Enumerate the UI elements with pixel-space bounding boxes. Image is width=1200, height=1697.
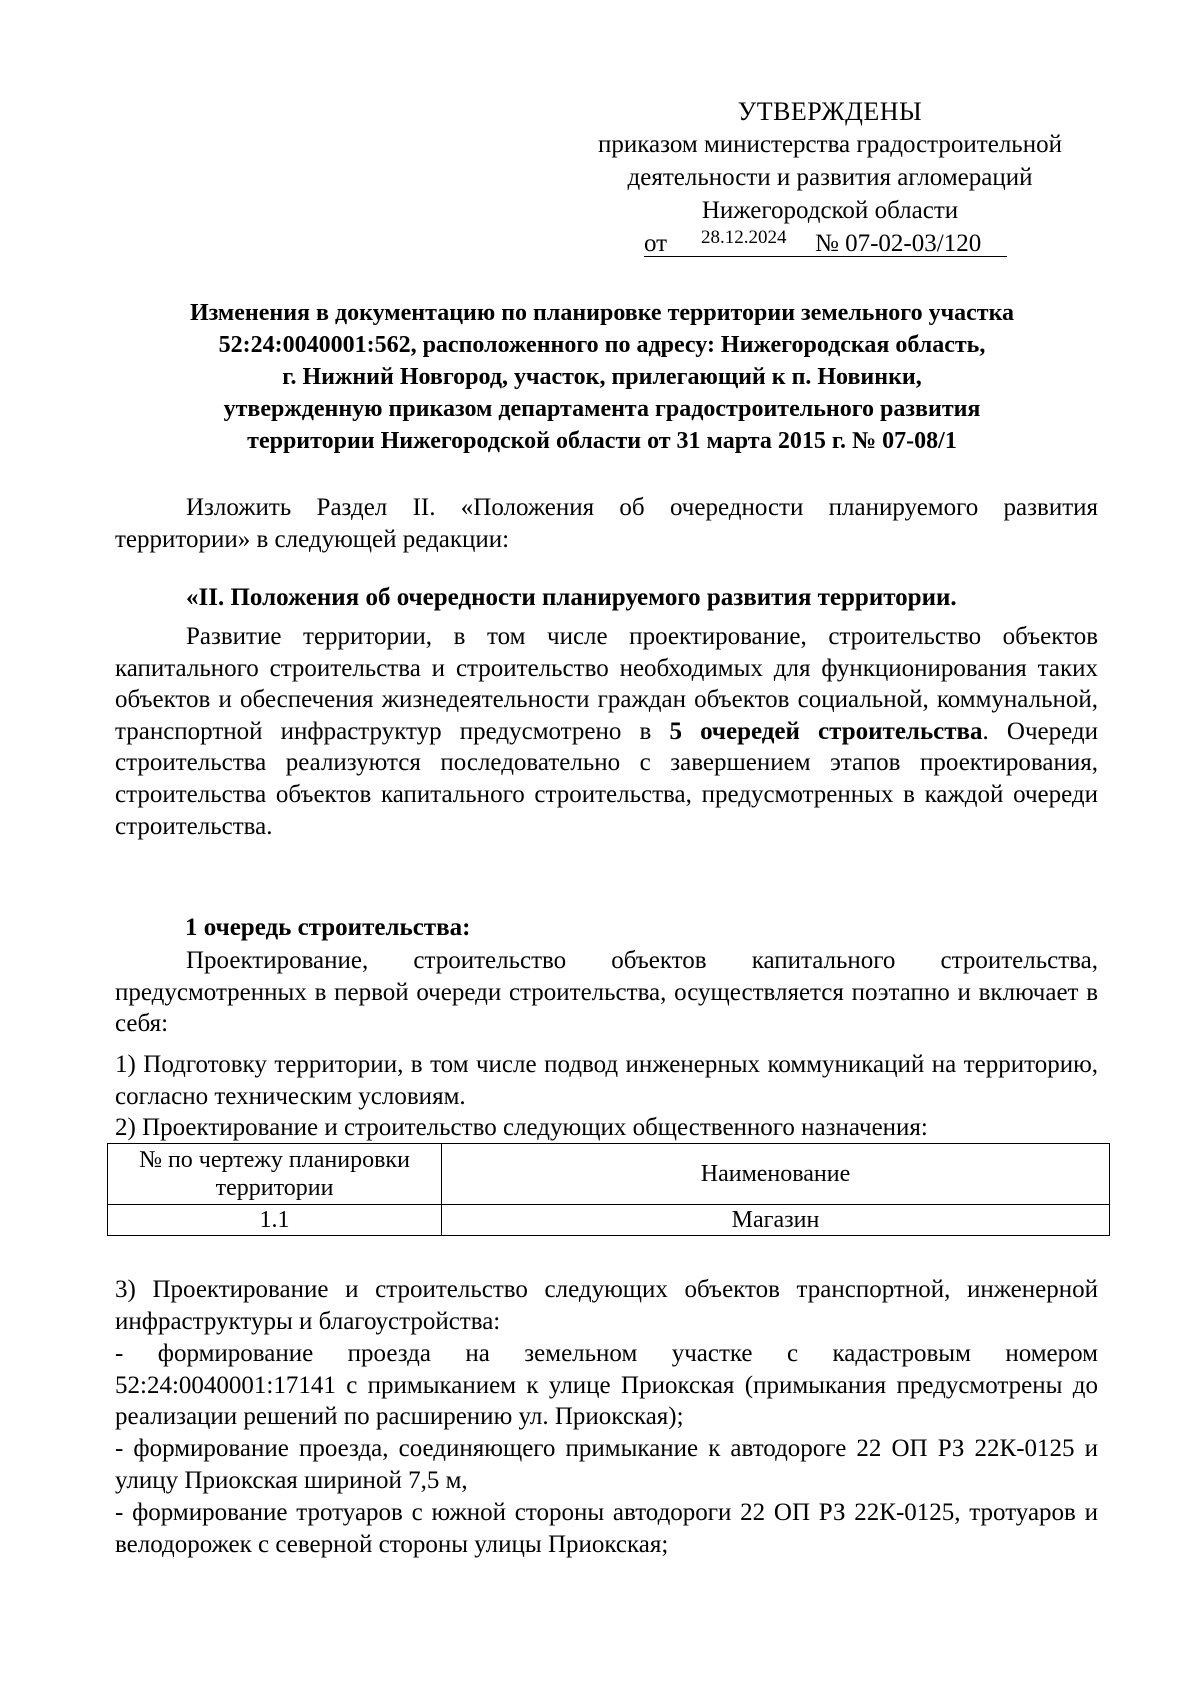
approval-line-2: деятельности и развития агломераций: [627, 164, 1033, 191]
bullet-1: - формирование проезда на земельном участке с кадастровым номером 52:24:0040001:17141 с примыканием к улице Приокская (примыкания предусмотрены до реализации решений по расширению ул. Приокская);: [115, 1340, 1098, 1431]
table-header-row: [108, 1144, 1110, 1205]
table-header-name: Наименование: [442, 1144, 1110, 1205]
approval-date: 28.12.2024: [701, 227, 787, 248]
stage-1-intro: Проектирование, строительство объектов капитального строительства, предусмотренных в первой очереди строительства, осуществляется поэтапно и включает в себя:: [115, 947, 1098, 1038]
date-prefix: от: [644, 230, 668, 257]
document-title: [112, 297, 1092, 457]
stage-1-item-2: 2) Проектирование и строительство следующих общественного назначения:: [115, 1114, 928, 1141]
bullet-3: - формирование тротуаров с южной стороны автодороги 22 ОП РЗ 22К-0125, тротуаров и велодорожек с северной стороны улицы Приокская;: [115, 1499, 1098, 1558]
development-text-after: . Очереди строительства реализуются последовательно с завершением этапов проектирования, строительства объектов капитального строительства, предусмотренных в каждой очереди строительства.: [115, 717, 1099, 840]
table-cell-name: Магазин: [442, 1205, 1110, 1236]
table-row: [108, 1205, 1110, 1236]
stage-1-item-3: 3) Проектирование и строительство следующих объектов транспортной, инженерной инфраструктуры и благоустройства:: [115, 1276, 1098, 1335]
title-line-5: территории Нижегородской области от 31 марта 2015 г. № 07-08/1: [247, 428, 957, 454]
approval-date-line: [560, 227, 1100, 260]
approval-block: [560, 95, 1100, 260]
approval-line-3: Нижегородской области: [701, 197, 959, 224]
title-line-4: утвержденную приказом департамента градостроительного развития: [223, 396, 981, 422]
approval-line-1: приказом министерства градостроительной: [598, 131, 1062, 158]
section-title: «II. Положения об очередности планируемого развития территории.: [186, 584, 957, 611]
table-header-drawing-number: № по чертежу планировки территории: [108, 1144, 442, 1205]
stage-1-item-1: 1) Подготовку территории, в том числе подвод инженерных коммуникаций на территорию, согласно техническим условиям.: [115, 1051, 1098, 1110]
bullet-2: - формирование проезда, соединяющего примыкание к автодороге 22 ОП РЗ 22К-0125 и улицу Приокская шириной 7,5 м,: [115, 1435, 1098, 1494]
objects-table: [107, 1143, 1110, 1236]
development-stages-count: 5 очередей строительства: [669, 717, 983, 745]
development-paragraph: [115, 621, 1098, 842]
approval-heading: УТВЕРЖДЕНЫ: [737, 97, 923, 126]
title-line-3: г. Нижний Новгород, участок, прилегающий к п. Новинки,: [282, 364, 922, 390]
intro-paragraph: Изложить Раздел II. «Положения об очередности планируемого развития территории» в следующей редакции:: [115, 494, 1098, 553]
development-text-before: Развитие территории, в том числе проектирование, строительство объектов капитального строительства и строительство необходимых для функционирования таких объектов и обеспечения жизнедеятельности граждан объектов социальной, коммунальной, транспортной инфраструктур предусмотрено в: [115, 623, 1098, 745]
title-line-2: 52:24:0040001:562, расположенного по адресу: Нижегородская область,: [218, 332, 986, 358]
title-line-1: Изменения в документацию по планировке территории земельного участка: [189, 300, 1015, 326]
approval-number: № 07-02-03/120: [815, 230, 982, 257]
stage-1-title: 1 очередь строительства:: [185, 914, 471, 941]
table-cell-number: 1.1: [108, 1205, 442, 1236]
